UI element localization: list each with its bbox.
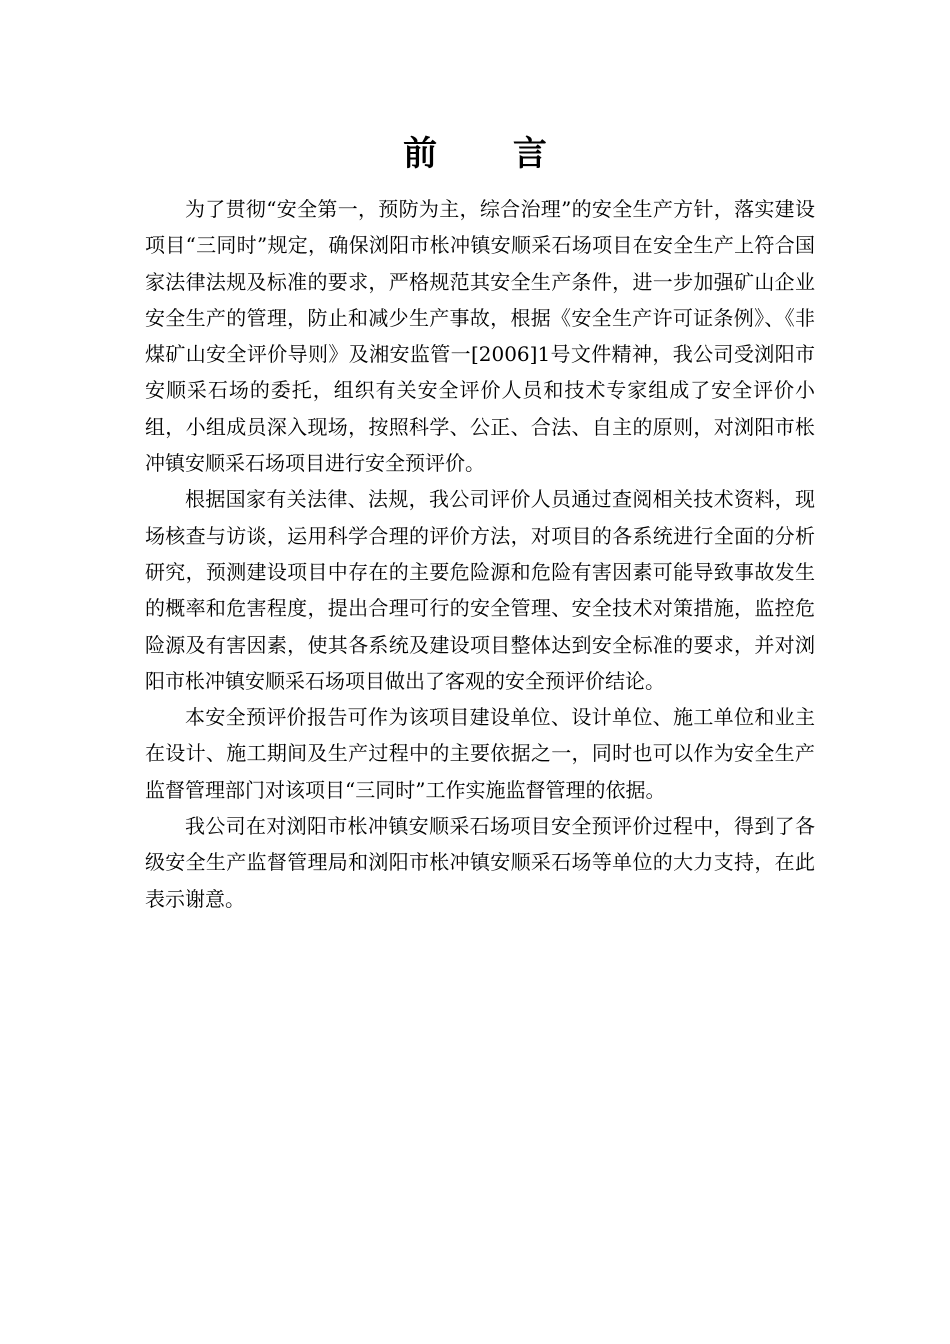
paragraph-3: 本安全预评价报告可作为该项目建设单位、设计单位、施工单位和业主在设计、施工期间及生产过程中的主要依据之一，同时也可以作为安全生产监督管理部门对该项目“三同时”工作实施监督管理的依据。	[145, 705, 815, 802]
page-title: 前 言	[403, 134, 579, 174]
document-body	[145, 191, 815, 917]
paragraph-1: 为了贯彻“安全第一，预防为主，综合治理”的安全生产方针，落实建设项目“三同时”规定，确保浏阳市枨冲镇安顺采石场项目在安全生产上符合国家法律法规及标准的要求，严格规范其安全生产条件，进一步加强矿山企业安全生产的管理，防止和减少生产事故，根据《安全生产许可证条例》、《非煤矿山安全评价导则》及湘安监管一[2006]1号文件精神，我公司受浏阳市安顺采石场的委托，组织有关安全评价人员和技术专家组成了安全评价小组，小组成员深入现场，按照科学、公正、合法、自主的原则，对浏阳市枨冲镇安顺采石场项目进行安全预评价。	[145, 197, 815, 476]
paragraph-4: 我公司在对浏阳市枨冲镇安顺采石场项目安全预评价过程中，得到了各级安全生产监督管理局和浏阳市枨冲镇安顺采石场等单位的大力支持，在此表示谢意。	[145, 814, 815, 911]
paragraph-2: 根据国家有关法律、法规，我公司评价人员通过查阅相关技术资料，现场核查与访谈，运用科学合理的评价方法，对项目的各系统进行全面的分析研究，预测建设项目中存在的主要危险源和危险有害因素可能导致事故发生的概率和危害程度，提出合理可行的安全管理、安全技术对策措施，监控危险源及有害因素，使其各系统及建设项目整体达到安全标准的要求，并对浏阳市枨冲镇安顺采石场项目做出了客观的安全预评价结论。	[145, 487, 815, 693]
